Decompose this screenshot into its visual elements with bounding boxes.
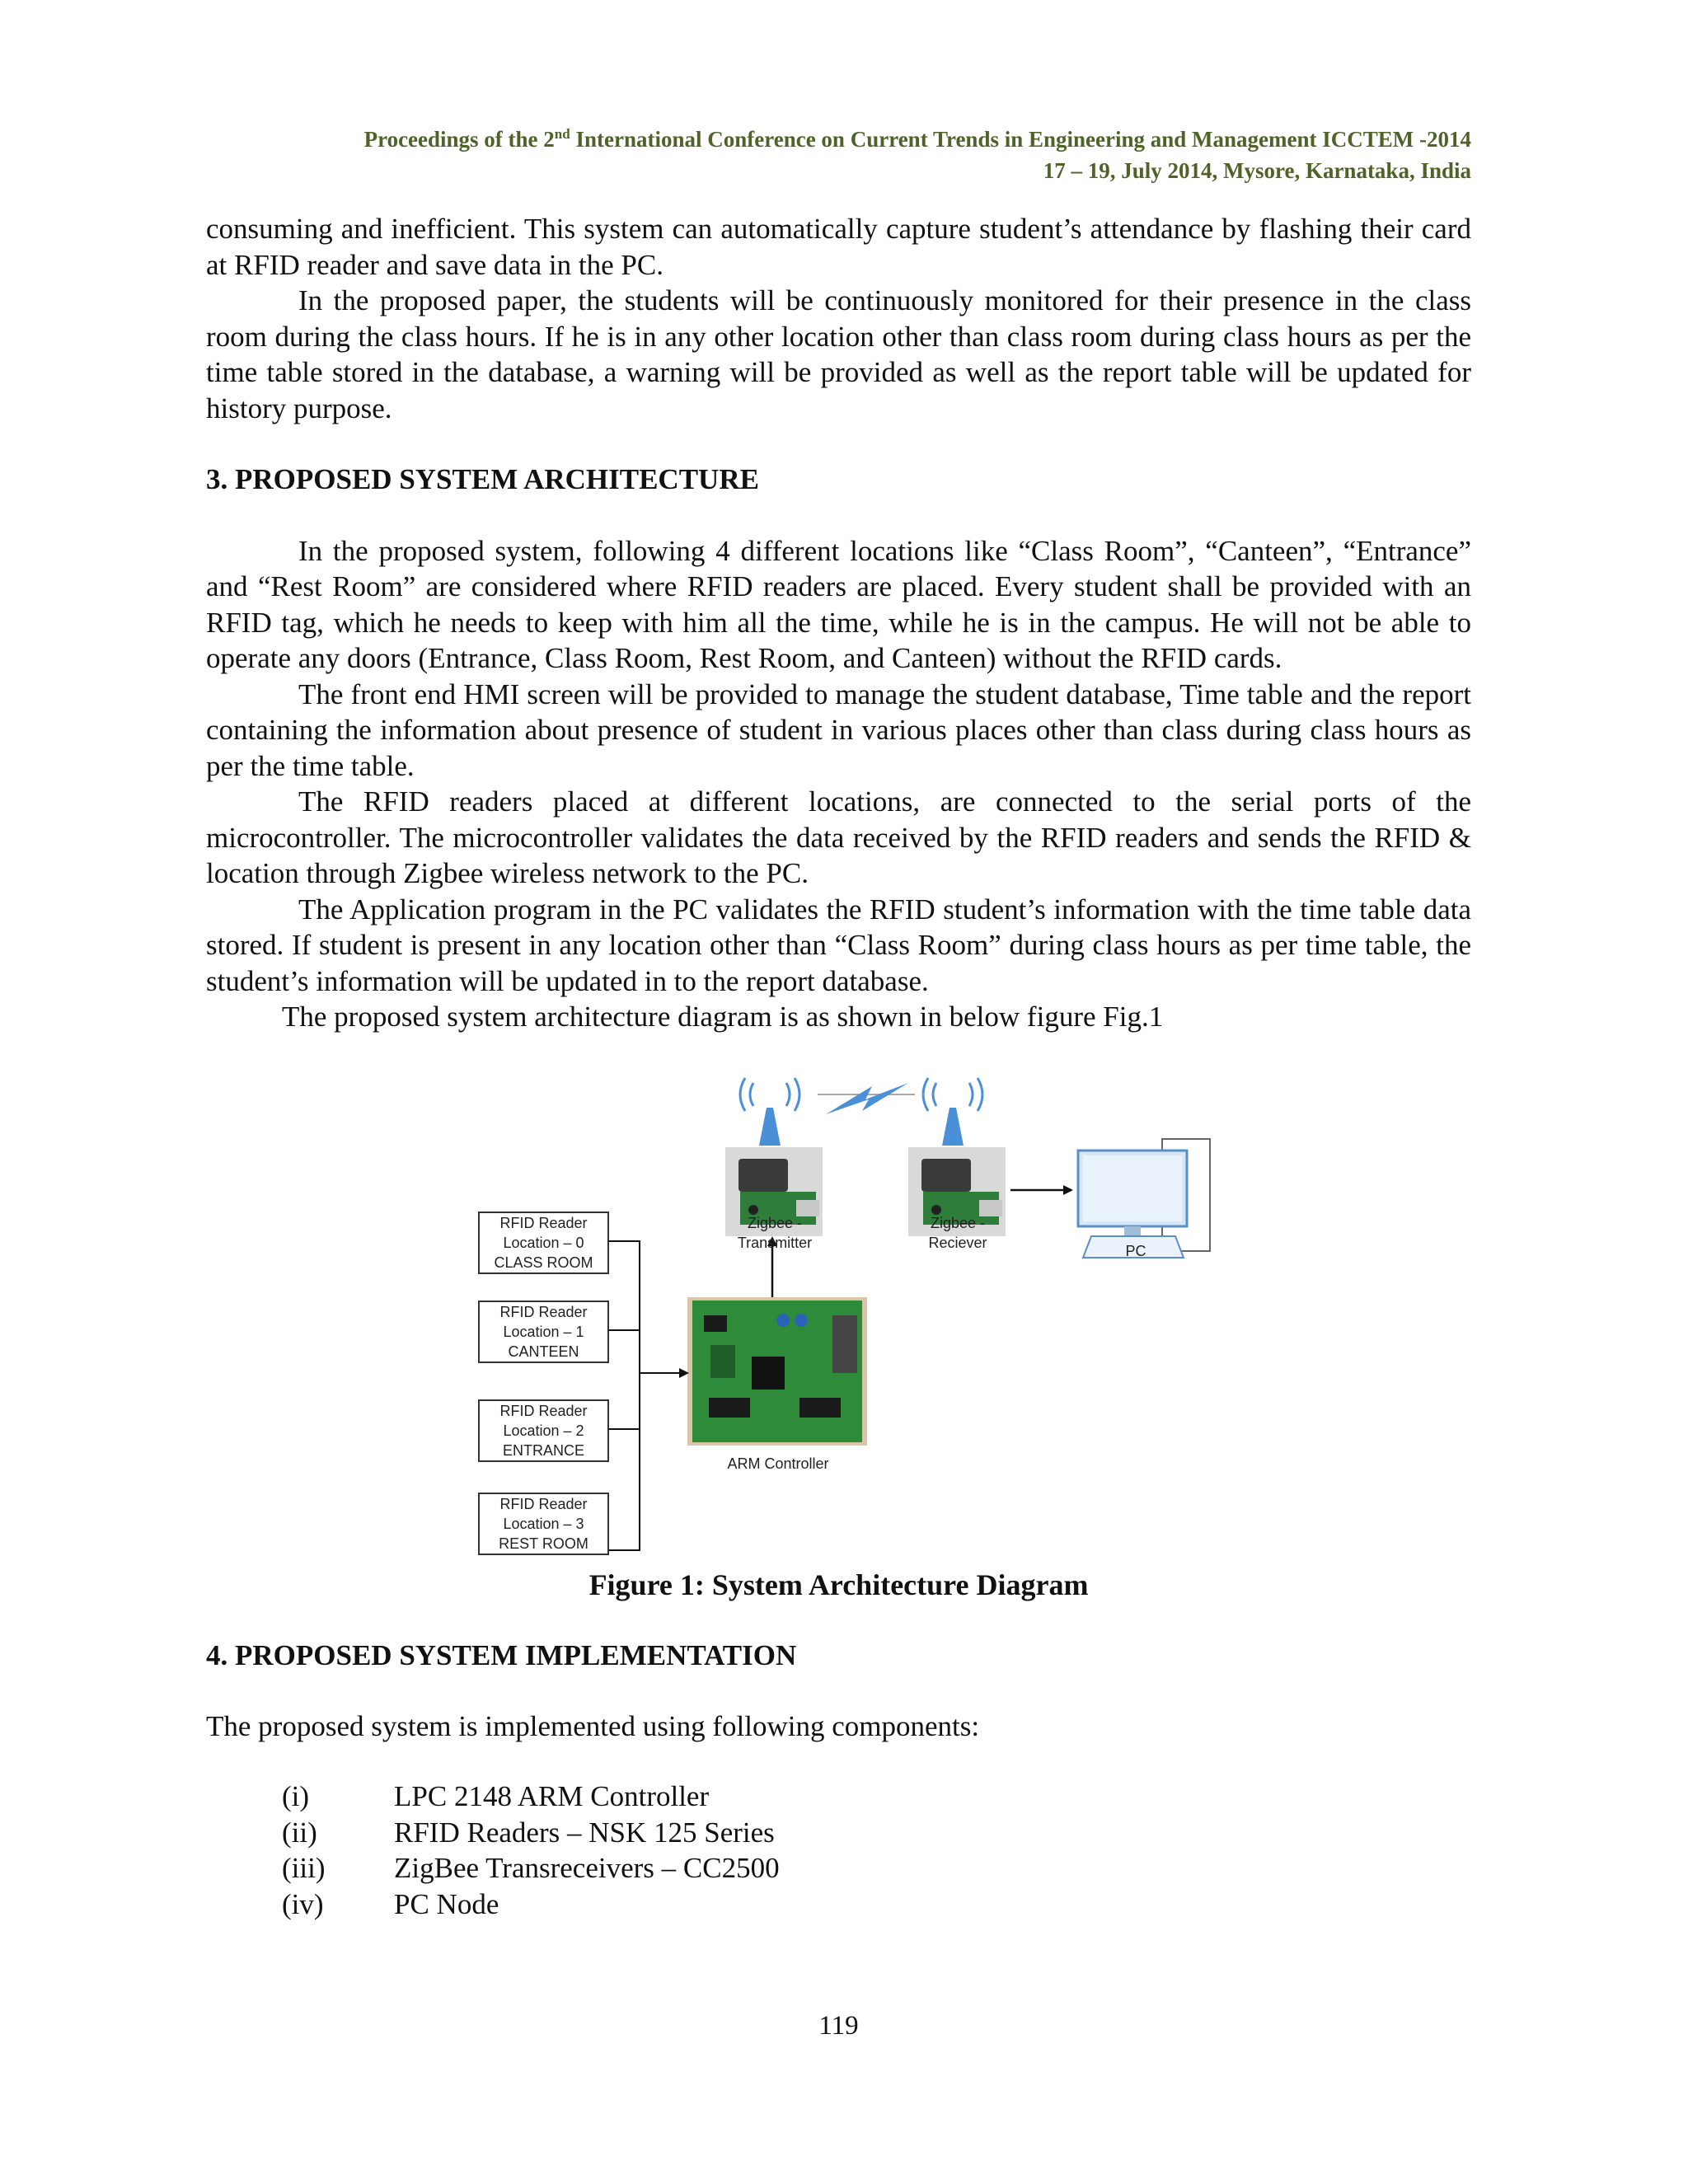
rfid-reader-entrance: RFID Reader Location – 2 ENTRANCE [478,1399,609,1462]
paragraph-4: The front end HMI screen will be provided to manage the student database, Time table and the report containing the information about presence of student in various places other than class during class hours as per the time table. [206,677,1471,782]
list-item: (ii) RFID Readers – NSK 125 Series [282,1816,775,1849]
pc-icon [1078,1139,1210,1258]
rfid-reader-canteen: RFID Reader Location – 1 CANTEEN [478,1301,609,1363]
running-header [206,124,1471,186]
paragraph-8: The proposed system is implemented using following components: [206,1709,980,1742]
diagram-graphics [206,1035,1471,1568]
tx-antenna-icon [740,1078,799,1146]
header-line-1: Proceedings of the 2nd International Conference on Current Trends in Engineering and Management ICCTEM -2014 [363,126,1471,152]
paragraph-2: In the proposed paper, the students will be continuously monitored for their presence in the class room during the class hours. If he is in any other location other than class room during class hours as per the time table stored in the database, a warning will be provided as well as the report table will be updated for history purpose. [206,284,1471,424]
paragraph-6: The Application program in the PC validates the RFID student’s information with the time table data stored. If student is present in any location other than “Class Room” during class hours as per time table, the student’s information will be updated in to the report database. [206,893,1471,997]
rx-antenna-icon [923,1078,982,1146]
arm-controller-label: ARM Controller [727,1455,829,1472]
zigbee-receiver-label: Zigbee - Reciever [928,1214,987,1251]
components-list [206,1779,1471,1922]
section-4-heading: 4. PROPOSED SYSTEM IMPLEMENTATION [206,1639,797,1671]
figure-caption: Figure 1: System Architecture Diagram [588,1568,1089,1601]
rfid-reader-class-room: RFID Reader Location – 0 CLASS ROOM [478,1212,609,1274]
paragraph-7: The proposed system architecture diagram is as shown in below figure Fig.1 [282,1001,1164,1033]
page-body [206,211,1471,1922]
list-item: (iv) PC Node [282,1887,499,1920]
list-item: (i) LPC 2148 ARM Controller [282,1780,710,1812]
arm-controller-image [687,1297,867,1446]
zigbee-transmitter-label: Zigbee - Transmitter [737,1214,813,1251]
header-line-2: 17 – 19, July 2014, Mysore, Karnataka, India [1043,158,1471,183]
list-item: (iii) ZigBee Transreceivers – CC2500 [282,1852,780,1884]
paragraph-3: In the proposed system, following 4 different locations like “Class Room”, “Canteen”, “Entrance” and “Rest Room” are considered where RFID readers are placed. Every student shall be provided with an RFID tag, which he needs to keep with him all the time, while he is in the campus. He will not be able to operate any doors (Entrance, Class Room, Rest Room, and Canteen) without the RFID cards. [206,534,1471,674]
paragraph-1: consuming and inefficient. This system can automatically capture student’s attendance by flashing their card at RFID reader and save data in the PC. [206,213,1471,281]
paragraph-5: The RFID readers placed at different locations, are connected to the serial ports of the microcontroller. The microcontroller validates the data received by the RFID readers and sends the RFID & location through Zigbee wireless network to the PC. [206,785,1471,889]
section-3-heading: 3. PROPOSED SYSTEM ARCHITECTURE [206,463,759,495]
wireless-link-icon [826,1083,908,1114]
rfid-reader-rest-room: RFID Reader Location – 3 REST ROOM [478,1493,609,1555]
pc-label: PC [1125,1242,1146,1259]
page-number: 119 [818,2011,859,2041]
architecture-diagram [206,1035,1471,1568]
